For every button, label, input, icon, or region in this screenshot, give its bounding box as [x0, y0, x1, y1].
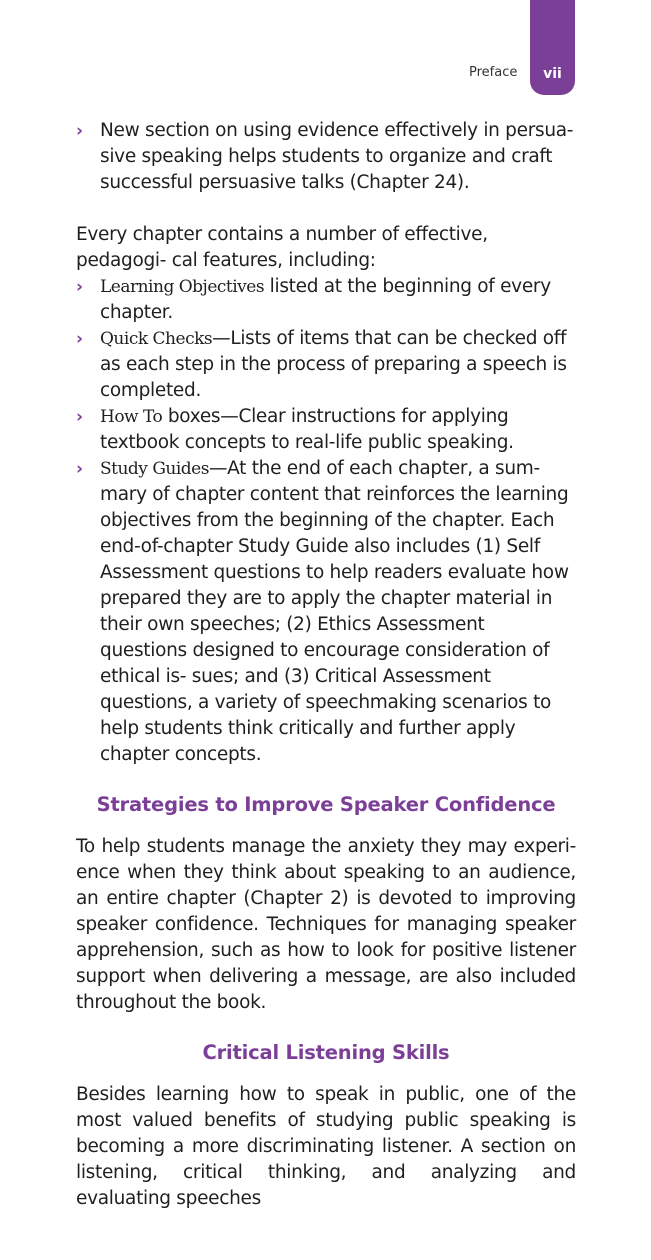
- section-heading: Strategies to Improve Speaker Confidence: [96, 793, 556, 816]
- list-item: [76, 404, 576, 456]
- chevron-right-icon: ›: [76, 121, 83, 141]
- feature-term: Quick Checks: [100, 329, 213, 349]
- page-content: [76, 118, 576, 1212]
- feature-description: —Lists of items that can be checked off as each step in the process of preparing a speech is completed.: [100, 328, 567, 401]
- list-item: [76, 274, 576, 326]
- section-heading: Critical Listening Skills: [202, 1041, 450, 1064]
- list-item: [76, 456, 576, 768]
- list-item: [76, 326, 576, 404]
- feature-term: How To: [100, 407, 163, 427]
- chevron-right-icon: ›: [76, 329, 83, 349]
- feature-description: listed at the beginning of every chapter.: [100, 276, 551, 323]
- bullet-text: New section on using evidence effectively in persua- sive speaking helps students to organize and craft successful persuasive talks (Chapter 24).: [100, 120, 574, 193]
- chevron-right-icon: ›: [76, 277, 83, 297]
- page-number: vii: [543, 66, 562, 82]
- chevron-right-icon: ›: [76, 407, 83, 427]
- intro-paragraph: Every chapter contains a number of effective, pedagogi- cal features, including:: [76, 224, 488, 271]
- feature-description: boxes—Clear instructions for applying textbook concepts to real-life public speaking.: [100, 406, 514, 453]
- page-number-tab: [530, 0, 575, 95]
- list-item: [76, 118, 576, 196]
- running-header: Preface: [469, 65, 518, 80]
- body-paragraph: To help students manage the anxiety they may experi- ence when they think about speaking to an audience, an entire chapter (Chapter 2) is devoted to improving speaker confidence. Techniques for managing speaker apprehension, such as how to look for positive listener support when delivering a message, are also included throughout the book.: [76, 836, 576, 1013]
- feature-description: —At the end of each chapter, a sum- mary of chapter content that reinforces the learning objectives from the beginning of the chapter. Each end-of-chapter Study Guide also includes (1) Self Assessment questions to help readers evaluate how prepared they are to apply the chapter material in their own speeches; (2) Ethics Assessment questions designed to encourage consideration of ethical is- sues; and (3) Critical Assessment questions, a variety of speechmaking scenarios to help students think critically and further apply chapter concepts.: [100, 458, 569, 765]
- chevron-right-icon: ›: [76, 459, 83, 479]
- feature-term: Study Guides: [100, 459, 209, 479]
- body-paragraph: Besides learning how to speak in public, one of the most valued benefits of studying public speaking is becoming a more discriminating listener. A section on listening, critical thinking, and analyzing and evaluating speeches: [76, 1084, 576, 1209]
- feature-term: Learning Objectives: [100, 277, 265, 297]
